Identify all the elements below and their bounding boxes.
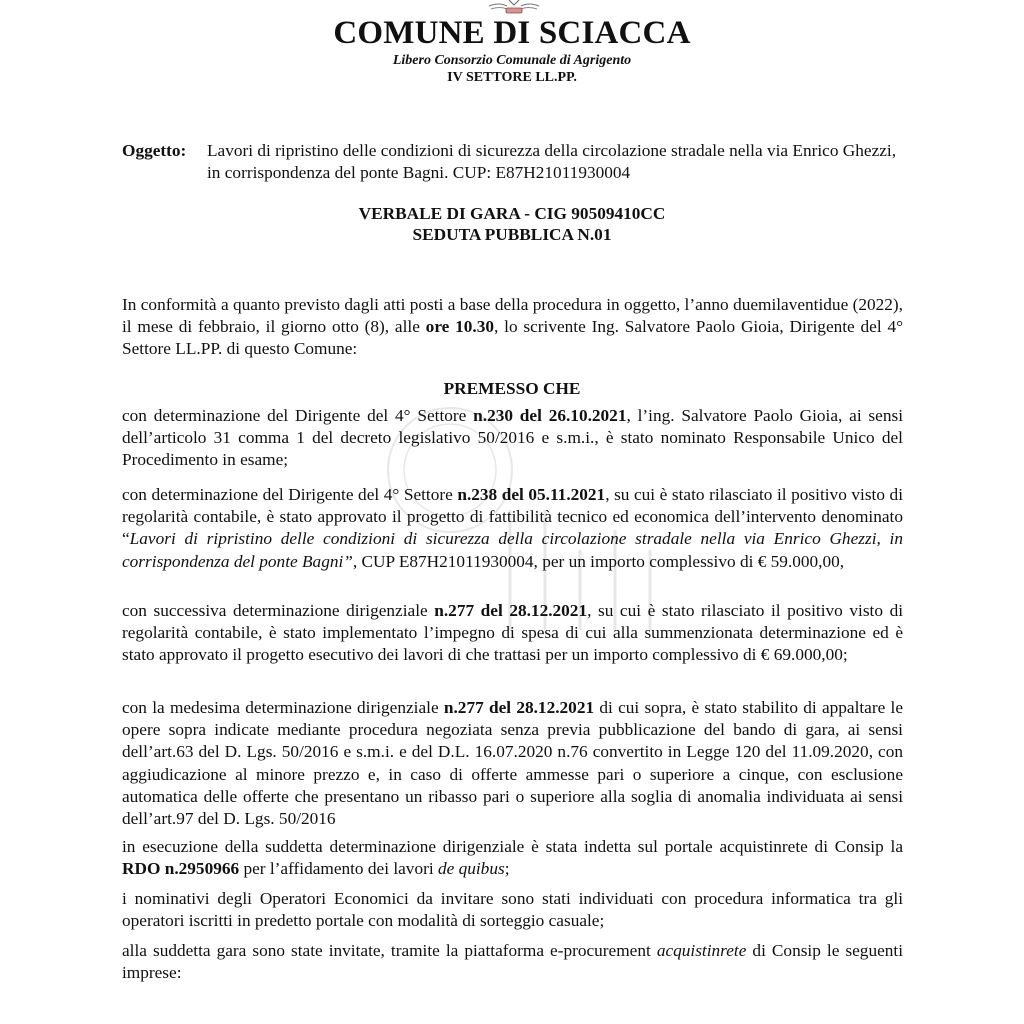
municipality-sector: IV SETTORE LL.PP. <box>447 70 577 85</box>
municipality-subtitle: Libero Consorzio Comunale di Agrigento <box>392 53 632 68</box>
municipal-crest-icon <box>487 0 541 14</box>
premise-paragraph-2: con determinazione del Dirigente del 4° Settore n.238 del 05.11.2021, su cui è stato rilasciato il positivo visto di regolarità contabile, è stato approvato il progetto di fattibilità tecnico ed economica dell’intervento denominato “Lavori di ripristino delle condizioni di sicurezza della circolazione stradale nella via Enrico Ghezzi, in corrispondenza del ponte Bagni”, CUP E87H21011930004, per un importo complessivo di € 59.000,00, <box>122 485 903 571</box>
subject-label: Oggetto: <box>122 141 187 160</box>
intro-paragraph: In conformità a quanto previsto dagli atti posti a base della procedura in oggetto, l’anno duemilaventidue (2022), il mese di febbraio, il giorno otto (8), alle ore 10.30, lo scrivente Ing. Salvatore Paolo Gioia, Dirigente del 4° Settore LL.PP. di questo Comune: <box>122 295 903 359</box>
premesso-heading: PREMESSO CHE <box>443 379 581 398</box>
meeting-time: ore 10.30 <box>425 317 495 337</box>
premise-paragraph-6: i nominativi degli Operatori Economici da invitare sono stati individuati con procedura informatica tra gli operatori iscritti in predetto portale con modalità di sorteggio casuale; <box>122 889 903 931</box>
premise-paragraph-4: con la medesima determinazione dirigenziale n.277 del 28.12.2021 di cui sopra, è stato stabilito di appaltare le opere sopra indicate mediante procedura negoziata senza previa pubblicazione del bando di gara, ai sensi dell’art.63 del D. Lgs. 50/2016 e s.m.i. e del D.L. 16.07.2020 n.76 convertito in Legge 120 del 11.09.2020, con aggiudicazione al minore prezzo e, in caso di offerte ammesse pari o superiore a cinque, con esclusione automatica delle offerte che presentano un ribasso pari o superiore alla soglia di anomalia individuata ai sensi dell’art.97 del D. Lgs. 50/2016 <box>122 698 903 829</box>
premise-paragraph-5: in esecuzione della suddetta determinazione dirigenziale è stata indetta sul portale acquistinrete di Consip la RDO n.2950966 per l’affidamento dei lavori de quibus; <box>122 837 903 879</box>
session-title: SEDUTA PUBBLICA N.01 <box>412 225 612 244</box>
report-title: VERBALE DI GARA - CIG 90509410CC <box>358 204 666 223</box>
premise-paragraph-7: alla suddetta gara sono state invitate, tramite la piattaforma e-procurement acquistinrete di Consip le seguenti imprese: <box>122 941 903 983</box>
premise-paragraph-1: con determinazione del Dirigente del 4° Settore n.230 del 26.10.2021, l’ing. Salvatore Paolo Gioia, ai sensi dell’articolo 31 comma 1 del decreto legislativo 50/2016 e s.m.i., è stato nominato Responsabile Unico del Procedimento in esame; <box>122 406 903 470</box>
premise-paragraph-3: con successiva determinazione dirigenziale n.277 del 28.12.2021, su cui è stato rilasciato il positivo visto di regolarità contabile, è stato implementato l’impegno di spesa di cui alla summenzionata determinazione ed è stato approvato il progetto esecutivo dei lavori di che trattasi per un importo complessivo di € 69.000,00; <box>122 601 904 665</box>
subject-text: Lavori di ripristino delle condizioni di sicurezza della circolazione stradale nella via Enrico Ghezzi, in corrispondenza del ponte Bagni. CUP: E87H21011930004 <box>207 141 897 182</box>
subject-block <box>122 140 912 184</box>
municipality-title: COMUNE DI SCIACCA <box>333 15 691 51</box>
